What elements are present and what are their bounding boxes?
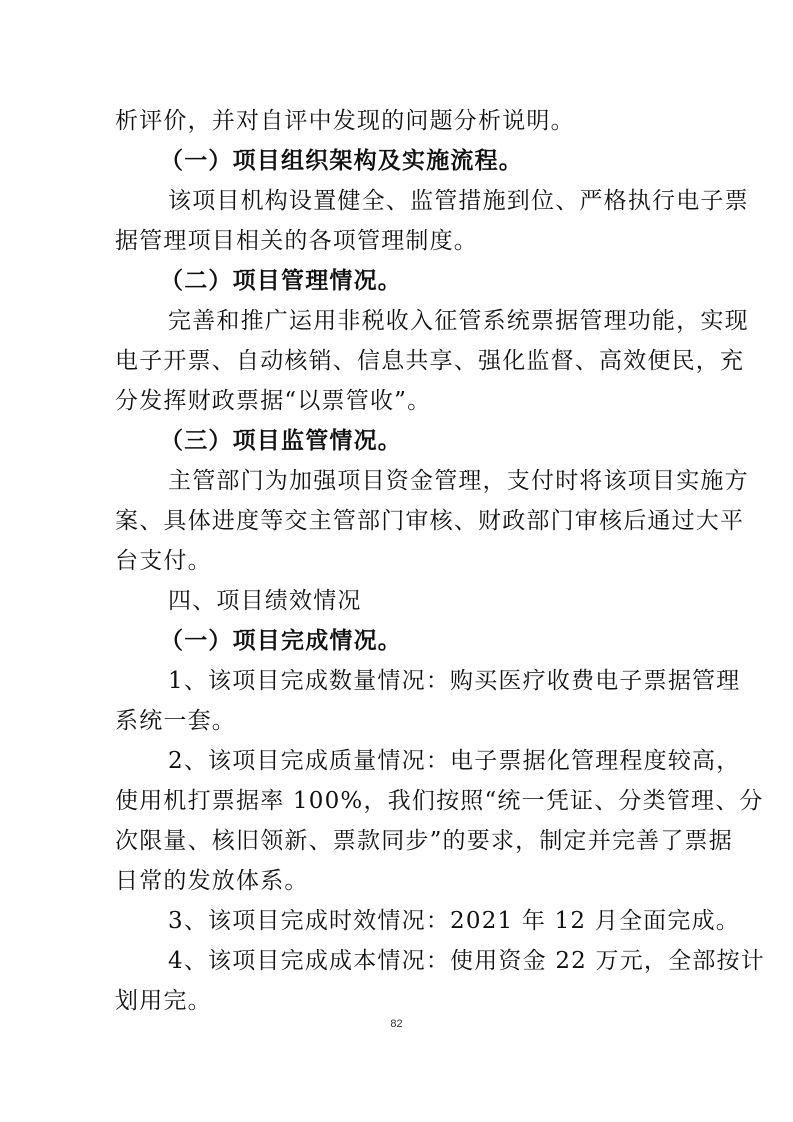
paragraph-line: 据管理项目相关的各项管理制度。 xyxy=(115,228,478,254)
paragraph-line: 该项目机构设置健全、监管措施到位、严格执行电子票 xyxy=(168,188,749,214)
page-number: 82 xyxy=(390,1018,403,1030)
paragraph-line: 次限量、核旧领新、票款同步”的要求，制定并完善了票据 xyxy=(115,828,733,854)
paragraph-line: 划用完。 xyxy=(115,988,212,1014)
paragraph-line: 3、该项目完成时效情况：2021 年 12 月全面完成。 xyxy=(168,908,740,934)
paragraph-line: 主管部门为加强项目资金管理，支付时将该项目实施方 xyxy=(168,468,749,494)
section-heading: （三）项目监管情况。 xyxy=(160,427,402,454)
paragraph-line: 析评价，并对自评中发现的问题分析说明。 xyxy=(115,108,575,134)
paragraph-line: 系统一套。 xyxy=(115,708,236,734)
paragraph-line: 完善和推广运用非税收入征管系统票据管理功能，实现 xyxy=(168,308,749,334)
section-heading: （一）项目组织架构及实施流程。 xyxy=(160,147,523,174)
paragraph-line: 2、该项目完成质量情况：电子票据化管理程度较高， xyxy=(168,748,741,774)
paragraph-line: 使用机打票据率 100%，我们按照“统一凭证、分类管理、分 xyxy=(115,788,764,814)
paragraph-line: 日常的发放体系。 xyxy=(115,868,309,894)
paragraph-line: 台支付。 xyxy=(115,548,212,574)
paragraph-line: 电子开票、自动核销、信息共享、强化监督、高效便民，充 xyxy=(115,348,745,374)
paragraph-line: 4、该项目完成成本情况：使用资金 22 万元，全部按计 xyxy=(168,948,765,974)
section-heading: （一）项目完成情况。 xyxy=(160,627,402,654)
paragraph-line: 案、具体进度等交主管部门审核、财政部门审核后通过大平 xyxy=(115,508,745,534)
paragraph-line: 分发挥财政票据“以票管收”。 xyxy=(115,388,432,414)
paragraph-line: 1、该项目完成数量情况：购买医疗收费电子票据管理 xyxy=(168,668,741,694)
section-heading: （二）项目管理情况。 xyxy=(160,267,402,294)
chapter-heading: 四、项目绩效情况 xyxy=(168,588,362,614)
